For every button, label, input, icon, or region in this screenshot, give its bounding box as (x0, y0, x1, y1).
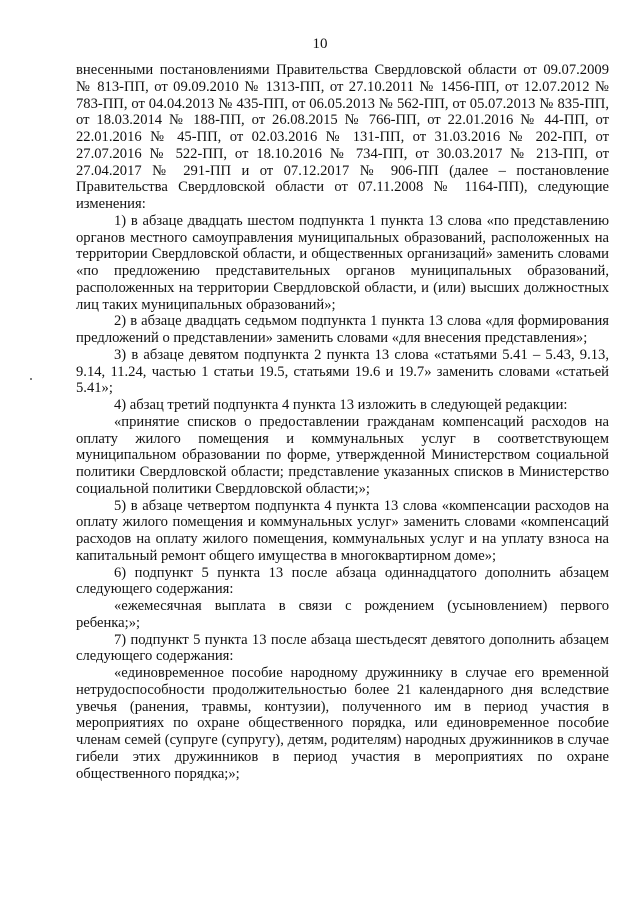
margin-dot (30, 378, 32, 380)
paragraph-item-4: 4) абзац третий подпункта 4 пункта 13 изложить в следующей редакции: (114, 397, 568, 413)
paragraph-item-7: 7) подпункт 5 пункта 13 после абзаца шестьдесят девятого дополнить абзацем следующего содержания: (76, 631, 609, 665)
paragraph-item-4-quote: «принятие списков о предоставлении гражданам компенсаций расходов на оплату жилого помещения и коммунальных услуг в соответствующем муниципальном образовании по форме, утвержденной Министерством социальной политики Свердловской области; представление указанных списков в Министерство социальной политики Свердловской области;»; (76, 413, 609, 497)
paragraph-item-6: 6) подпункт 5 пункта 13 после абзаца одиннадцатого дополнить абзацем следующего содержания: (76, 564, 609, 598)
paragraph-item-2: 2) в абзаце двадцать седьмом подпункта 1 пункта 13 слова «для формирования предложений о представлении» заменить словами «для внесения представления»; (76, 313, 609, 346)
paragraph-item-6-quote: «ежемесячная выплата в связи с рождением (усыновлением) первого ребенка;»; (76, 598, 609, 631)
document-body (76, 62, 609, 782)
paragraph-item-5: 5) в абзаце четвертом подпункта 4 пункта 13 слова «компенсации расходов на оплату жилого помещения и коммунальных услуг» заменить словами «компенсаций расходов на оплату жилого помещения, коммунальных услуг и на уплату взноса на капитальный ремонт общего имущества в многоквартирном доме»; (76, 497, 609, 564)
page-number: 10 (312, 36, 328, 52)
paragraph-item-7-quote: «единовременное пособие народному дружиннику в случае его временной нетрудоспособности продолжительностью более 21 календарного дня вследствие увечья (ранения, травмы, контузии), полученного им в период участия в мероприятиях по охране общественного порядка, или единовременное пособие членам семей (супруге (супругу), детям, родителям) народных дружинников в случае гибели этих дружинников в период участия в мероприятиях по охране общественного порядка;»; (76, 665, 609, 782)
paragraph-item-1: 1) в абзаце двадцать шестом подпункта 1 пункта 13 слова «по представлению органов местного самоуправления муниципальных образований, расположенных на территории Свердловской области, и общественных организаций» заменить словами «по предложению представительных органов муниципальных образований, расположенных на территории Свердловской области, и (или) высших должностных лиц таких муниципальных образований»; (76, 212, 609, 313)
paragraph-item-3: 3) в абзаце девятом подпункта 2 пункта 13 слова «статьями 5.41 – 5.43, 9.13, 9.14, 11.24, частью 1 статьи 19.5, статьями 19.6 и 19.7» заменить словами «статьей 5.41»; (76, 346, 609, 397)
paragraph-amendments-intro: внесенными постановлениями Правительства Свердловской области от 09.07.2009 № 813-ПП, от 09.09.2010 № 1313-ПП, от 27.10.2011 № 1456-ПП, от 12.07.2012 № 783-ПП, от 04.04.2013 № 435-ПП, от 06.05.2013 № 562-ПП, от 05.07.2013 № 835-ПП, от 18.03.2014 № 188-ПП, от 26.08.2015 № 766-ПП, от 22.01.2016 № 44-ПП, от 22.01.2016 № 45-ПП, от 02.03.2016 № 131-ПП, от 31.03.2016 № 202-ПП, от 27.07.2016 № 522-ПП, от 18.10.2016 № 734-ПП, от 30.03.2017 № 213-ПП, от 27.04.2017 № 291-ПП и от 07.12.2017 № 906-ПП (далее – постановление Правительства Свердловской области от 07.11.2008 № 1164-ПП), следующие изменения: (76, 62, 609, 212)
